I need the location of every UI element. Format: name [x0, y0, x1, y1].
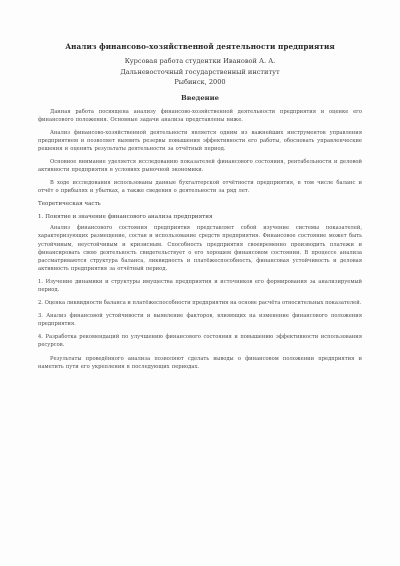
body-paragraph: Анализ финансового состояния предприятия представляет собой изучение системы показателей, характеризующих размещение, состав и использование средств предприятия. Финансовое состояние может быть устойчивым, неустойчивым и кризисным. Способность предприятия своевременно производить платежи и финансировать свою деятельность свидетельствует о его хорошем финансовом состоянии. В процессе анализа рассматриваются структура баланса, ликвидность и платёжеспособность, финансовая устойчивость и деловая активность предприятия за отчётный период. [38, 225, 362, 272]
sub-heading: 1. Понятие и значение финансового анализа предприятия [38, 213, 213, 220]
list-item: 1. Изучение динамики и структуры имущества предприятия и источников его формирования за анализируемый период. [38, 278, 362, 293]
closing-paragraph: Результаты проведённого анализа позволяют сделать выводы о финансовом положении предприятия и наметить пути его укрепления в последующих периодах. [38, 355, 362, 370]
intro-paragraph: Данная работа посвящена анализу финансово-хозяйственной деятельности предприятия и оценке его финансового положения. Основные задачи анализа представлены ниже. [38, 108, 362, 123]
intro-heading: Введение [181, 93, 219, 102]
document-title: Анализ финансово-хозяйственной деятельности предприятия [65, 42, 335, 51]
intro-paragraph: Анализ финансово-хозяйственной деятельности является одним из важнейших инструментов управления предприятием и позволяет выявить резервы повышения эффективности его работы, обосновать управленческие решения и оценить результаты деятельности за отчётный период. [38, 129, 362, 152]
list-item: 3. Анализ финансовой устойчивости и выявление факторов, влияющих на изменение финансового положения предприятия. [38, 313, 362, 328]
institution-line: Дальневосточный государственный институт [120, 67, 280, 76]
intro-paragraph: В ходе исследования использованы данные бухгалтерской отчётности предприятия, в том числе баланс и отчёт о прибылях и убытках, а также сведения о деятельности за ряд лет. [38, 180, 362, 195]
author-line: Курсовая работа студентки Ивановой А. А. [124, 57, 276, 65]
intro-paragraph: Основное внимание уделяется исследованию показателей финансового состояния, рентабельности и деловой активности предприятия в условиях рыночной экономики. [38, 158, 362, 174]
list-item: 4. Разработка рекомендаций по улучшению финансового состояния и повышению эффективности использования ресурсов. [38, 334, 362, 349]
city-year-line: Рыбинск, 2000 [174, 78, 226, 86]
list-item: 2. Оценка ликвидности баланса и платёжеспособности предприятия на основе расчёта относительных показателей. [38, 300, 362, 307]
part-heading: Теоретическая часть [38, 201, 101, 208]
